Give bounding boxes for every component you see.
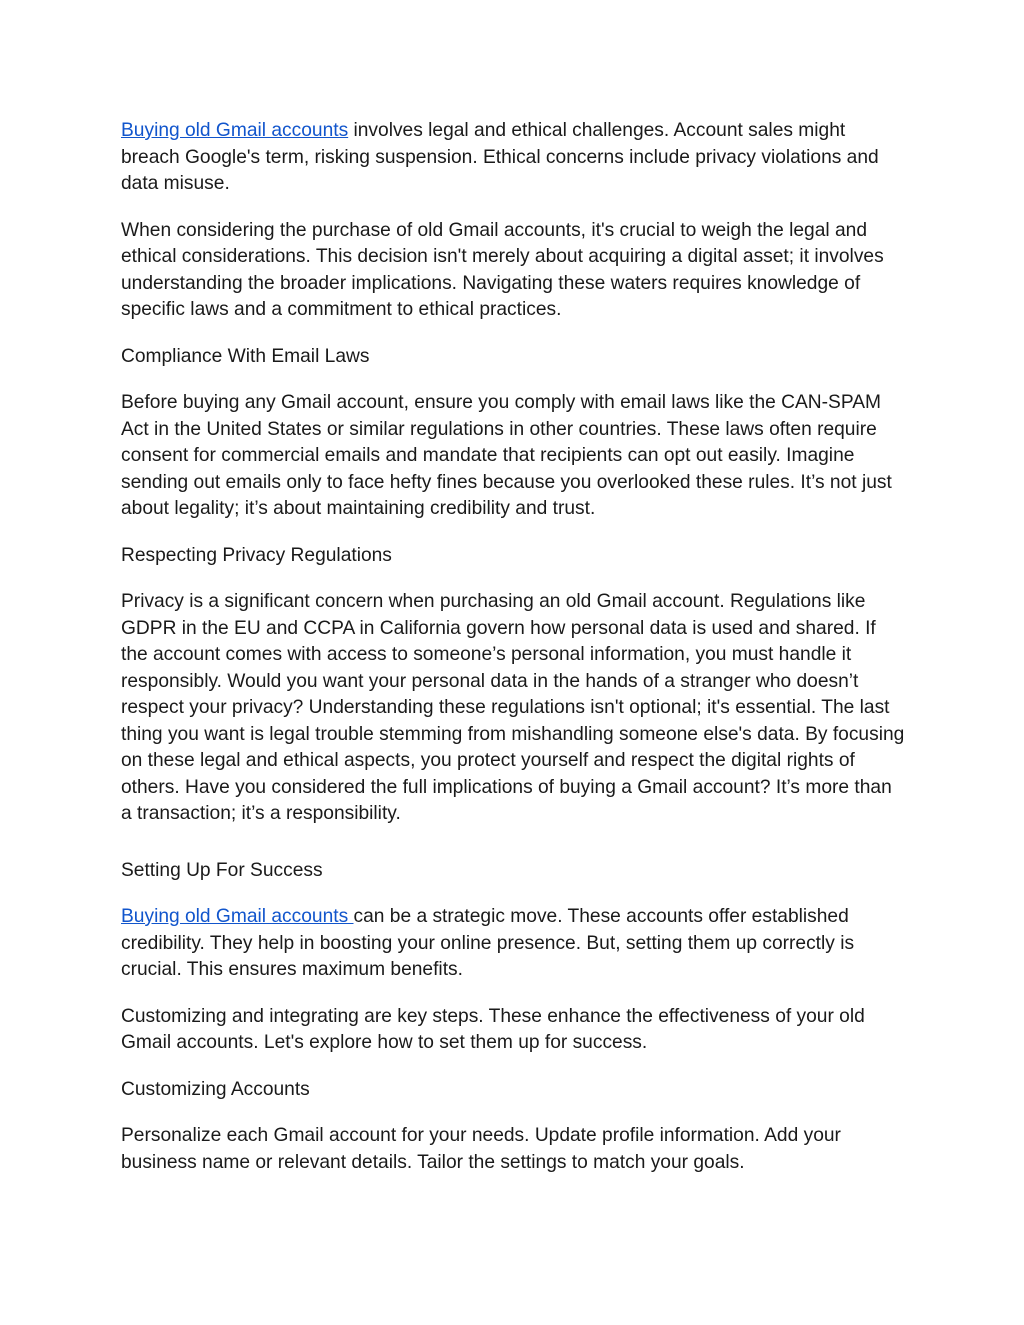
heading-customizing: Customizing Accounts: [121, 1078, 310, 1100]
heading-setting-up: Setting Up For Success: [121, 859, 323, 881]
document-page: [121, 118, 907, 1196]
heading-compliance: Compliance With Email Laws: [121, 345, 370, 367]
buying-old-gmail-link-1[interactable]: Buying old Gmail accounts: [121, 120, 349, 141]
customizing-paragraph: Personalize each Gmail account for your needs. Update profile information. Add your business name or relevant details. Tailor the settings to match your goals.: [121, 1125, 841, 1173]
customizing-intro-paragraph: Customizing and integrating are key steps. These enhance the effectiveness of your old Gmail accounts. Let's explore how to set them up for success.: [121, 1005, 865, 1053]
buying-old-gmail-link-2[interactable]: Buying old Gmail accounts: [121, 906, 354, 927]
considerations-paragraph: When considering the purchase of old Gmail accounts, it's crucial to weigh the legal and ethical considerations. This decision isn't merely about acquiring a digital asset; it involves understanding the broader implications. Navigating these waters requires knowledge of specific laws and a commitment to ethical practices.: [121, 219, 884, 320]
intro-paragraph-text: involves legal and ethical challenges. Account sales might breach Google's term, risking suspension. Ethical concerns include privacy violations and data misuse.: [121, 120, 879, 194]
privacy-paragraph: Privacy is a significant concern when purchasing an old Gmail account. Regulations like GDPR in the EU and CCPA in California govern how personal data is used and shared. If the account comes with access to someone’s personal information, you must handle it responsibly. Would you want your personal data in the hands of a stranger who doesn’t respect your privacy? Understanding these regulations isn't optional; it's essential. The last thing you want is legal trouble stemming from mishandling someone else's data. By focusing on these legal and ethical aspects, you protect yourself and respect the digital rights of others. Have you considered the full implications of buying a Gmail account? It’s more than a transaction; it’s a responsibility.: [121, 591, 905, 824]
setup-paragraph: [121, 904, 907, 984]
heading-privacy: Respecting Privacy Regulations: [121, 544, 392, 566]
compliance-paragraph: Before buying any Gmail account, ensure you comply with email laws like the CAN-SPAM Act in the United States or similar regulations in other countries. These laws often require consent for commercial emails and mandate that recipients can opt out easily. Imagine sending out emails only to face hefty fines because you overlooked these rules. It’s not just about legality; it’s about maintaining credibility and trust.: [121, 392, 892, 519]
intro-paragraph: [121, 118, 907, 198]
setup-paragraph-text: can be a strategic move. These accounts offer established credibility. They help in boosting your online presence. But, setting them up correctly is crucial. This ensures maximum benefits.: [121, 906, 855, 980]
